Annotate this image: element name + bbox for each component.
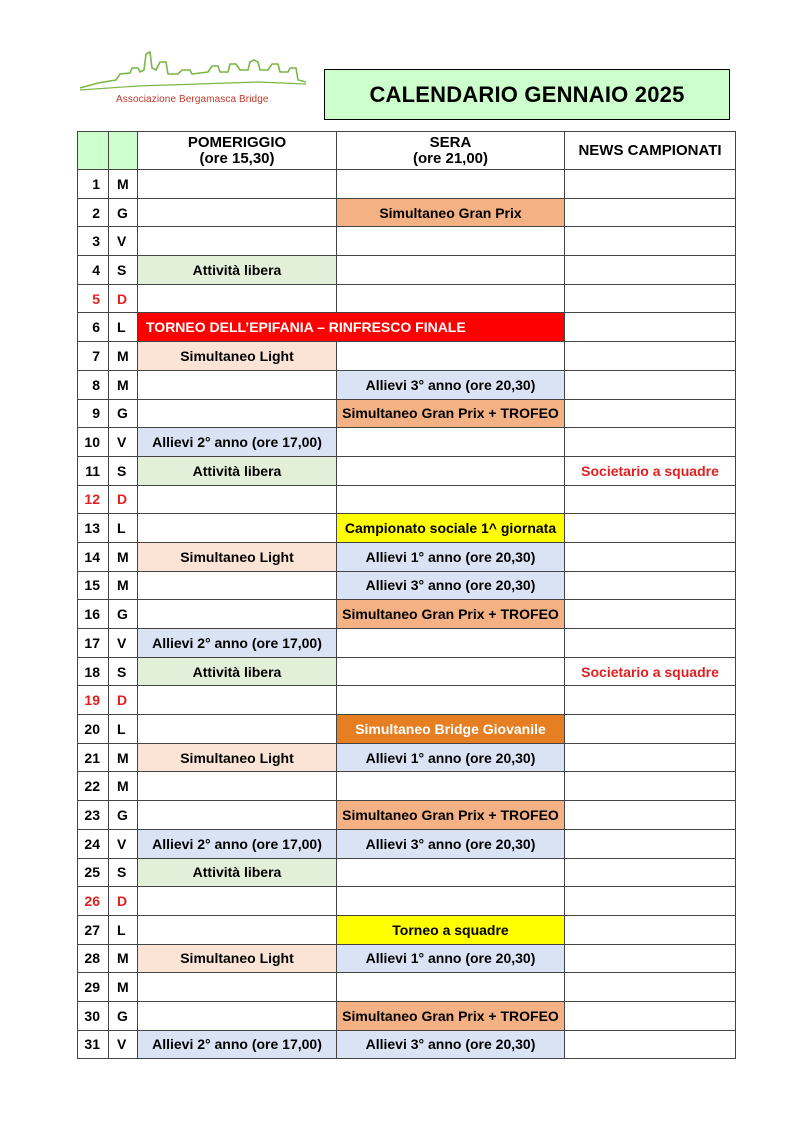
evening-event: [337, 428, 565, 457]
weekday-letter: D: [109, 686, 138, 715]
day-number: 11: [78, 456, 109, 485]
day-number: 15: [78, 571, 109, 600]
evening-event: Allievi 1° anno (ore 20,30): [337, 542, 565, 571]
news-championship: [565, 686, 736, 715]
evening-event: Simultaneo Bridge Giovanile: [337, 715, 565, 744]
news-championship: [565, 715, 736, 744]
table-row: [78, 858, 736, 887]
evening-event: Allievi 3° anno (ore 20,30): [337, 1030, 565, 1059]
news-championship: [565, 743, 736, 772]
evening-event: Allievi 3° anno (ore 20,30): [337, 571, 565, 600]
afternoon-event: [138, 915, 337, 944]
news-championship: [565, 313, 736, 342]
table-row: [78, 399, 736, 428]
afternoon-event: [138, 1001, 337, 1030]
day-number: 9: [78, 399, 109, 428]
day-number: 25: [78, 858, 109, 887]
day-number: 10: [78, 428, 109, 457]
day-number: 20: [78, 715, 109, 744]
table-row: [78, 370, 736, 399]
evening-event: [337, 657, 565, 686]
afternoon-event: Attività libera: [138, 456, 337, 485]
afternoon-event: [138, 715, 337, 744]
weekday-letter: D: [109, 485, 138, 514]
weekday-letter: S: [109, 256, 138, 285]
news-championship: [565, 858, 736, 887]
news-championship: [565, 256, 736, 285]
evening-event: [337, 686, 565, 715]
weekday-letter: V: [109, 428, 138, 457]
afternoon-event: [138, 686, 337, 715]
table-row: [78, 887, 736, 916]
page-title: CALENDARIO GENNAIO 2025: [324, 69, 730, 120]
table-row: [78, 973, 736, 1002]
table-row: [78, 686, 736, 715]
afternoon-event: Simultaneo Light: [138, 743, 337, 772]
weekday-letter: V: [109, 829, 138, 858]
evening-event: [337, 629, 565, 658]
weekday-letter: L: [109, 514, 138, 543]
afternoon-event: Allievi 2° anno (ore 17,00): [138, 428, 337, 457]
table-row: [78, 715, 736, 744]
header-news: NEWS CAMPIONATI: [565, 132, 736, 170]
day-number: 31: [78, 1030, 109, 1059]
afternoon-event: [138, 370, 337, 399]
evening-event: Allievi 1° anno (ore 20,30): [337, 944, 565, 973]
afternoon-event: [138, 801, 337, 830]
evening-event: [337, 342, 565, 371]
afternoon-event: [138, 284, 337, 313]
news-championship: [565, 542, 736, 571]
table-row: [78, 170, 736, 199]
table-row: [78, 657, 736, 686]
news-championship: [565, 342, 736, 371]
day-number: 12: [78, 485, 109, 514]
evening-event: [337, 887, 565, 916]
table-row: [78, 772, 736, 801]
table-row: [78, 571, 736, 600]
day-number: 29: [78, 973, 109, 1002]
afternoon-event: Simultaneo Light: [138, 542, 337, 571]
afternoon-event: Attività libera: [138, 256, 337, 285]
news-championship: [565, 973, 736, 1002]
day-number: 17: [78, 629, 109, 658]
afternoon-event: [138, 170, 337, 199]
event-epiphany-tournament: TORNEO DELL’EPIFANIA – RINFRESCO FINALE: [138, 313, 565, 342]
table-row: [78, 284, 736, 313]
day-number: 16: [78, 600, 109, 629]
afternoon-event: [138, 227, 337, 256]
day-number: 13: [78, 514, 109, 543]
afternoon-event: [138, 198, 337, 227]
day-number: 26: [78, 887, 109, 916]
day-number: 19: [78, 686, 109, 715]
header-weekday-cell: [109, 132, 138, 170]
table-row: [78, 743, 736, 772]
afternoon-event: [138, 399, 337, 428]
afternoon-event: Attività libera: [138, 657, 337, 686]
weekday-letter: M: [109, 370, 138, 399]
weekday-letter: G: [109, 600, 138, 629]
table-row: [78, 944, 736, 973]
evening-event: Simultaneo Gran Prix + TROFEO: [337, 801, 565, 830]
news-championship: [565, 227, 736, 256]
news-championship: [565, 571, 736, 600]
weekday-letter: L: [109, 715, 138, 744]
evening-event: Campionato sociale 1^ giornata: [337, 514, 565, 543]
afternoon-event: Allievi 2° anno (ore 17,00): [138, 629, 337, 658]
afternoon-event: Simultaneo Light: [138, 944, 337, 973]
evening-event: [337, 170, 565, 199]
news-championship: Societario a squadre: [565, 456, 736, 485]
news-championship: [565, 887, 736, 916]
evening-event: [337, 772, 565, 801]
news-championship: [565, 829, 736, 858]
afternoon-event: [138, 973, 337, 1002]
header-afternoon-time: (ore 15,30): [199, 149, 275, 167]
news-championship: [565, 370, 736, 399]
news-championship: [565, 801, 736, 830]
table-row: [78, 485, 736, 514]
weekday-letter: D: [109, 284, 138, 313]
news-championship: [565, 428, 736, 457]
news-championship: [565, 284, 736, 313]
weekday-letter: L: [109, 313, 138, 342]
day-number: 21: [78, 743, 109, 772]
news-championship: [565, 629, 736, 658]
weekday-letter: V: [109, 227, 138, 256]
news-championship: [565, 915, 736, 944]
evening-event: Allievi 3° anno (ore 20,30): [337, 370, 565, 399]
day-number: 14: [78, 542, 109, 571]
table-row: [78, 227, 736, 256]
day-number: 2: [78, 198, 109, 227]
news-championship: [565, 198, 736, 227]
table-row: [78, 1001, 736, 1030]
evening-event: Simultaneo Gran Prix + TROFEO: [337, 399, 565, 428]
weekday-letter: M: [109, 170, 138, 199]
afternoon-event: [138, 887, 337, 916]
day-number: 7: [78, 342, 109, 371]
table-row: [78, 915, 736, 944]
evening-event: Simultaneo Gran Prix + TROFEO: [337, 600, 565, 629]
day-number: 22: [78, 772, 109, 801]
day-number: 30: [78, 1001, 109, 1030]
day-number: 28: [78, 944, 109, 973]
weekday-letter: M: [109, 542, 138, 571]
weekday-letter: G: [109, 801, 138, 830]
day-number: 18: [78, 657, 109, 686]
calendar-table: [77, 131, 736, 1059]
day-number: 23: [78, 801, 109, 830]
news-championship: [565, 514, 736, 543]
weekday-letter: D: [109, 887, 138, 916]
table-row: [78, 801, 736, 830]
weekday-letter: G: [109, 1001, 138, 1030]
weekday-letter: G: [109, 198, 138, 227]
news-championship: [565, 170, 736, 199]
header-day-number-cell: [78, 132, 109, 170]
weekday-letter: V: [109, 629, 138, 658]
header-afternoon-label: POMERIGGIO: [187, 133, 287, 151]
table-row: [78, 829, 736, 858]
table-header-row: [78, 132, 736, 170]
table-row: [78, 313, 736, 342]
day-number: 24: [78, 829, 109, 858]
header-afternoon: [138, 132, 337, 170]
table-row: [78, 256, 736, 285]
day-number: 1: [78, 170, 109, 199]
evening-event: [337, 456, 565, 485]
table-row: [78, 428, 736, 457]
news-championship: [565, 944, 736, 973]
weekday-letter: M: [109, 743, 138, 772]
evening-event: [337, 227, 565, 256]
afternoon-event: [138, 600, 337, 629]
evening-event: [337, 256, 565, 285]
afternoon-event: Simultaneo Light: [138, 342, 337, 371]
evening-event: Simultaneo Gran Prix: [337, 198, 565, 227]
table-row: [78, 514, 736, 543]
weekday-letter: M: [109, 342, 138, 371]
table-row: [78, 600, 736, 629]
afternoon-event: Allievi 2° anno (ore 17,00): [138, 829, 337, 858]
header-evening-label: SERA: [429, 133, 472, 151]
evening-event: [337, 858, 565, 887]
news-championship: [565, 1030, 736, 1059]
header-evening: [337, 132, 565, 170]
weekday-letter: M: [109, 571, 138, 600]
header-evening-time: (ore 21,00): [412, 149, 489, 167]
news-championship: [565, 1001, 736, 1030]
afternoon-event: [138, 514, 337, 543]
table-row: [78, 198, 736, 227]
weekday-letter: M: [109, 772, 138, 801]
city-skyline-icon: [78, 50, 310, 96]
evening-event: [337, 284, 565, 313]
evening-event: Allievi 3° anno (ore 20,30): [337, 829, 565, 858]
table-row: [78, 1030, 736, 1059]
logo-text: Associazione Bergamasca Bridge: [116, 94, 269, 105]
afternoon-event: [138, 485, 337, 514]
table-row: [78, 342, 736, 371]
day-number: 3: [78, 227, 109, 256]
evening-event: [337, 485, 565, 514]
afternoon-event: [138, 571, 337, 600]
weekday-letter: M: [109, 973, 138, 1002]
table-row: [78, 456, 736, 485]
weekday-letter: S: [109, 657, 138, 686]
afternoon-event: [138, 772, 337, 801]
evening-event: [337, 973, 565, 1002]
news-championship: [565, 485, 736, 514]
news-championship: [565, 772, 736, 801]
evening-event: Allievi 1° anno (ore 20,30): [337, 743, 565, 772]
weekday-letter: S: [109, 858, 138, 887]
afternoon-event: Allievi 2° anno (ore 17,00): [138, 1030, 337, 1059]
weekday-letter: L: [109, 915, 138, 944]
table-row: [78, 629, 736, 658]
association-logo: [78, 50, 310, 112]
day-number: 6: [78, 313, 109, 342]
news-championship: [565, 399, 736, 428]
day-number: 8: [78, 370, 109, 399]
table-row: [78, 542, 736, 571]
weekday-letter: S: [109, 456, 138, 485]
news-championship: [565, 600, 736, 629]
weekday-letter: M: [109, 944, 138, 973]
evening-event: Simultaneo Gran Prix + TROFEO: [337, 1001, 565, 1030]
news-championship: Societario a squadre: [565, 657, 736, 686]
afternoon-event: Attività libera: [138, 858, 337, 887]
day-number: 4: [78, 256, 109, 285]
evening-event: Torneo a squadre: [337, 915, 565, 944]
weekday-letter: V: [109, 1030, 138, 1059]
weekday-letter: G: [109, 399, 138, 428]
day-number: 27: [78, 915, 109, 944]
day-number: 5: [78, 284, 109, 313]
